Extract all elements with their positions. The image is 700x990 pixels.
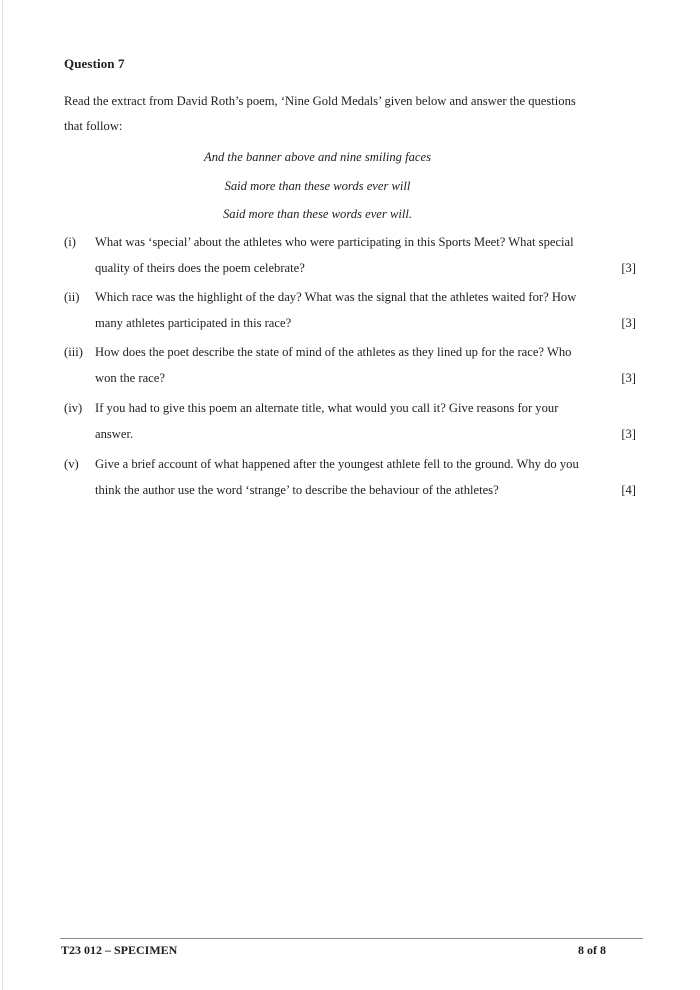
sub-question-text: If you had to give this poem an alternate title, what would you call it? Give reasons for your answer. bbox=[95, 401, 559, 441]
sub-question-number: (iv) bbox=[64, 401, 83, 415]
sub-question-iii bbox=[64, 339, 636, 391]
sub-question-number: (v) bbox=[64, 457, 79, 471]
sub-question-marks: [3] bbox=[621, 371, 636, 385]
sub-question-marks: [3] bbox=[621, 427, 636, 441]
question-intro: Read the extract from David Roth’s poem, ‘Nine Gold Medals’ given below and answer the questions that follow: bbox=[64, 94, 576, 133]
paper-code: T23 012 – SPECIMEN bbox=[61, 943, 178, 957]
sub-question-number: (i) bbox=[64, 235, 76, 249]
sub-question-marks: [4] bbox=[621, 483, 636, 497]
sub-question-v bbox=[64, 451, 636, 503]
sub-question-iv bbox=[64, 395, 636, 447]
sub-question-text: Give a brief account of what happened after the youngest athlete fell to the ground. Why do you think the author use the word ‘strange’ to describe the behaviour of the athletes? bbox=[95, 457, 579, 497]
sub-question-text: What was ‘special’ about the athletes who were participating in this Sports Meet? What special quality of theirs does the poem celebrate? bbox=[95, 235, 574, 275]
sub-question-marks: [3] bbox=[621, 316, 636, 330]
poem-line: Said more than these words ever will bbox=[224, 178, 411, 193]
sub-question-i bbox=[64, 229, 636, 281]
sub-question-number: (ii) bbox=[64, 290, 80, 304]
question-title: Question 7 bbox=[64, 56, 125, 71]
poem-line: Said more than these words ever will. bbox=[222, 207, 412, 221]
page-number: 8 of 8 bbox=[578, 943, 606, 957]
sub-question-number: (iii) bbox=[64, 345, 83, 359]
poem-extract bbox=[0, 143, 635, 229]
sub-question-marks: [3] bbox=[621, 261, 636, 275]
sub-question-ii bbox=[64, 284, 636, 336]
poem-line: And the banner above and nine smiling faces bbox=[204, 150, 431, 164]
sub-question-text: Which race was the highlight of the day? What was the signal that the athletes waited for? How many athletes participated in this race? bbox=[95, 290, 577, 330]
footer-divider bbox=[60, 938, 643, 939]
sub-question-text: How does the poet describe the state of mind of the athletes as they lined up for the race? Who won the race? bbox=[95, 345, 572, 385]
